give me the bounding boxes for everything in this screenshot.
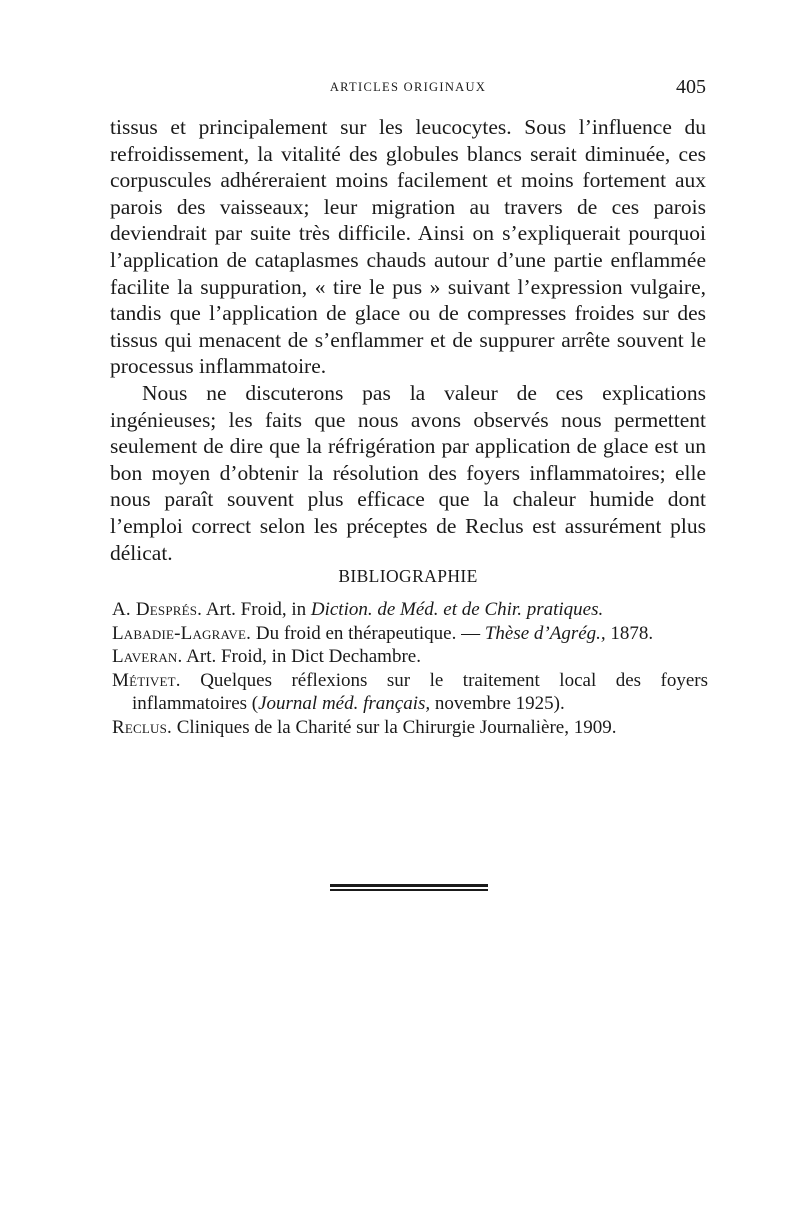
entry-tail: novembre 1925). xyxy=(430,693,565,715)
article-body xyxy=(110,114,706,566)
entry-author: A. Després. xyxy=(112,599,203,620)
entry-author: Métivet. xyxy=(112,669,181,691)
closing-double-rule xyxy=(330,884,488,892)
running-head xyxy=(110,76,706,100)
entry-title: Journal méd. français, xyxy=(258,693,431,715)
bibliography-heading: BIBLIOGRAPHIE xyxy=(338,566,478,586)
running-title: ARTICLES ORIGINAUX xyxy=(329,80,487,94)
bibliography-entry xyxy=(112,716,708,740)
entry-text: Quelques réflexions sur le traitement local des foyers inflammatoires ( xyxy=(132,669,708,715)
entry-title: Diction. de Méd. et de Chir. pratiques. xyxy=(310,599,604,620)
bibliography-entry xyxy=(112,669,708,716)
rule-thick-line xyxy=(330,884,488,887)
body-paragraph: Nous ne discuterons pas la valeur de ces explications ingénieuses; les faits que nous avons observés nous permettent seulement de dire que la réfrigération par application de glace est un bon moyen d’obtenir la résolution des foyers inflammatoires; elle nous paraît souvent plus efficace que la chaleur humide dont l’emploi correct selon les préceptes de Reclus est assurément plus délicat. xyxy=(110,380,706,565)
entry-text: Art. Froid, in xyxy=(202,599,311,620)
entry-author: Laveran. xyxy=(112,646,183,668)
bibliography-entry xyxy=(112,622,708,646)
entry-tail: 1878. xyxy=(605,622,654,644)
page-number: 405 xyxy=(676,76,706,98)
bibliography-entry xyxy=(112,598,708,622)
entry-author: Labadie-Lagrave. xyxy=(112,622,252,644)
entry-text: Du froid en thérapeutique. — xyxy=(251,622,485,644)
bibliography-list xyxy=(112,598,708,740)
entry-author: Reclus. xyxy=(112,716,172,738)
entry-text: Art. Froid, in Dict Dechambre. xyxy=(182,646,421,668)
entry-text: Cliniques de la Charité sur la Chirurgie Journalière, 1909. xyxy=(172,716,617,738)
bibliography-entry xyxy=(112,645,708,669)
body-paragraph: tissus et principalement sur les leucocytes. Sous l’influence du refroidissement, la vitalité des globules blancs serait diminuée, ces corpuscules adhéreraient moins facilement et moins fortement aux parois des vaisseaux; leur migration au travers de ces parois deviendrait par suite très difficile. Ainsi on s’expliquerait pourquoi l’application de cataplasmes chauds autour d’une partie enflammée facilite la suppuration, « tire le pus » suivant l’expression vulgaire, tandis que l’application de glace ou de compresses froides sur des tissus qui menacent de s’enflammer et de suppurer arrête souvent le processus inflammatoire. xyxy=(110,115,706,379)
entry-title: Thèse d’Agrég., xyxy=(484,622,606,644)
rule-thin-line xyxy=(330,889,488,891)
